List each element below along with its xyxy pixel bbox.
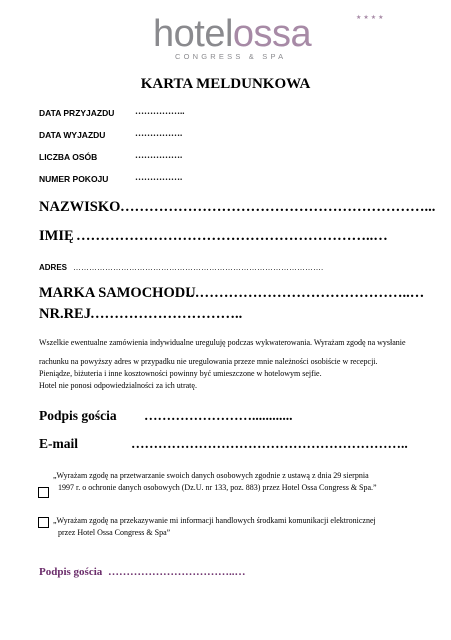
- info-line-4: Hotel nie ponosi odpowiedzialności za ich utratę.: [39, 381, 197, 390]
- consent-marketing-line-2: przez Hotel Ossa Congress & Spa”: [58, 528, 171, 537]
- consent-marketing-line-1: „Wyrażam zgodę na przekazywanie mi informacji handlowych środkami komunikacji elektronicznej: [53, 516, 376, 525]
- registration-label: NR.REJ: [39, 306, 91, 322]
- logo-word-ossa: ossa: [232, 13, 312, 55]
- departure-date-label: DATA WYJAZDU: [39, 130, 106, 140]
- info-line-1: Wszelkie ewentualne zamówienia indywidualne ureguluję podczas wykwaterowania. Wyrażam zgodę na wysłanie: [39, 338, 406, 347]
- email-label: E-mail: [39, 436, 78, 451]
- consent-marketing-checkbox[interactable]: [38, 517, 49, 528]
- arrival-date-field[interactable]: ……………..: [135, 106, 185, 116]
- info-line-3: Pieniądze, biżuteria i inne kosztowności powinny być umieszczone w hotelowym sejfie.: [39, 369, 322, 378]
- info-line-2: rachunku na powyższy adres w przypadku nie uregulowania przeze mnie należności osobiście w recepcji.: [39, 357, 378, 366]
- signature-2-field[interactable]: ……………………………..…: [108, 566, 246, 578]
- room-number-field[interactable]: …………….: [135, 172, 183, 182]
- guest-count-label: LICZBA OSÓB: [39, 152, 98, 162]
- consent-data-processing-line-1: „Wyrażam zgodę na przetwarzanie swoich danych osobowych zgodnie z ustawą z dnia 29 sierpnia: [53, 471, 369, 480]
- first-name-label: IMIĘ: [39, 228, 74, 244]
- signature-label: Podpis gościa: [39, 408, 117, 423]
- address-field[interactable]: ………………………………………………………………………………….: [73, 263, 324, 272]
- guest-count-field[interactable]: …………….: [135, 150, 183, 160]
- registration-field[interactable]: …………………………..: [90, 306, 243, 322]
- consent-data-processing-checkbox[interactable]: [38, 487, 49, 498]
- car-make-field[interactable]: ………………………………………..…: [185, 285, 425, 301]
- consent-data-processing-line-2: 1997 r. o ochronie danych osobowych (Dz.U. nr 133, poz. 883) przez Hotel Ossa Congress & Spa.”: [58, 483, 377, 492]
- email-field[interactable]: ……………………………………………………..: [131, 436, 408, 451]
- logo-word-hotel: hotel: [153, 13, 233, 55]
- signature-2-label: Podpis gościa: [39, 566, 103, 578]
- arrival-date-label: DATA PRZYJAZDU: [39, 108, 115, 118]
- address-label: ADRES: [39, 263, 68, 272]
- surname-field[interactable]: ………………………………………………………...: [120, 199, 436, 215]
- logo-tagline: CONGRESS & SPA: [175, 52, 287, 61]
- room-number-label: NUMER POKOJU: [39, 174, 109, 184]
- logo-stars: ★★★★: [356, 14, 386, 21]
- form-title: KARTA MELDUNKOWA: [140, 76, 311, 92]
- car-make-label: MARKA SAMOCHODU: [39, 285, 196, 301]
- surname-label: NAZWISKO: [39, 199, 121, 215]
- hotel-logo: [153, 14, 311, 54]
- signature-field[interactable]: ……………………............: [144, 408, 293, 423]
- first-name-field[interactable]: ……………………………………………………..…: [76, 228, 388, 244]
- departure-date-field[interactable]: …………….: [135, 128, 183, 138]
